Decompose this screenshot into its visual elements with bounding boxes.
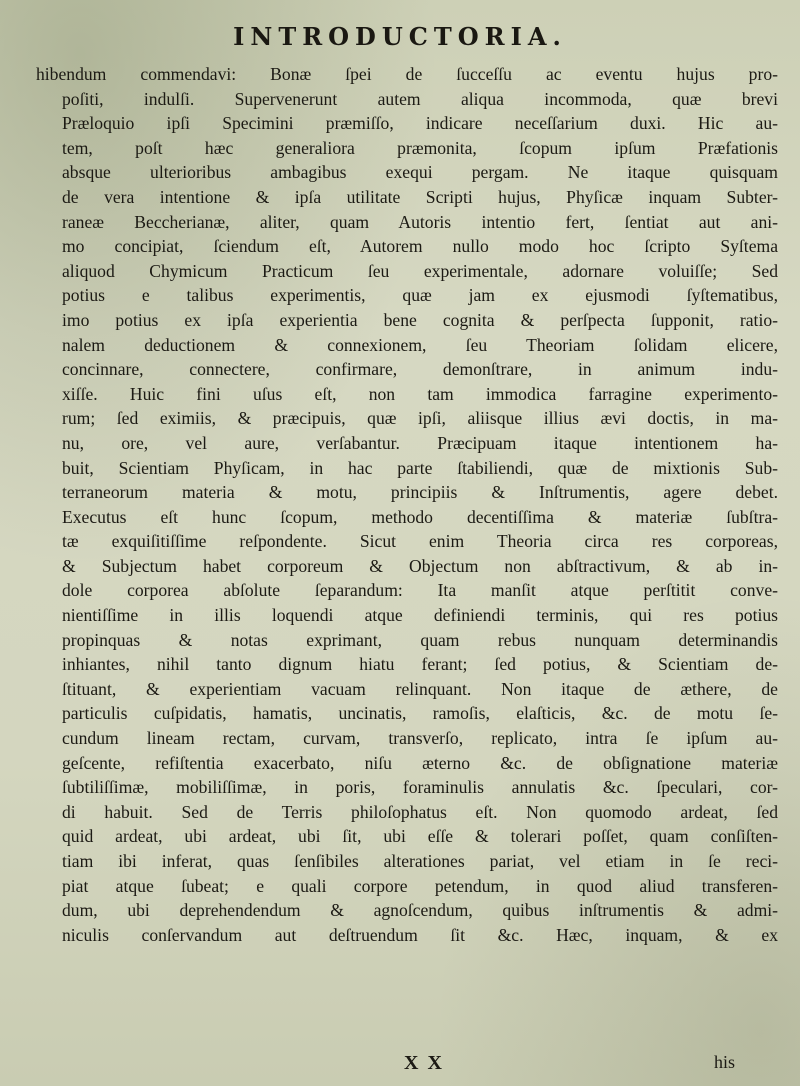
- text-line: nu, ore, vel aure, verſabantur. Præcipuam itaque intentionem ha-: [62, 432, 778, 453]
- text-line: potius e talibus experimentis, quæ jam ex ejusmodi ſyſtematibus,: [62, 285, 778, 306]
- text-line: poſiti, indulſi. Supervenerunt autem aliqua incommoda, quæ brevi: [62, 88, 778, 109]
- text-line: nientiſſime in illis loquendi atque definiendi terminis, qui res potius: [62, 605, 778, 626]
- text-line: de vera intentione & ipſa utilitate Scripti hujus, Phyſicæ inquam Subter-: [62, 186, 778, 207]
- text-line: niculis conſervandum aut deſtruendum ſit &c. Hæc, inquam, & ex: [62, 924, 778, 945]
- text-line: aliquod Chymicum Practicum ſeu experimentale, adornare voluiſſe; Sed: [62, 260, 778, 281]
- body-text: [28, 62, 778, 947]
- text-line: inhiantes, nihil tanto dignum hiatu ferant; ſed potius, & Scientiam de-: [62, 654, 778, 675]
- text-line: ſubtiliſſimæ, mobiliſſimæ, in poris, foraminulis annulatis &c. ſpeculari, cor-: [62, 777, 778, 798]
- text-line: dum, ubi deprehendendum & agnoſcendum, quibus inſtrumentis & admi-: [62, 900, 778, 921]
- text-line: tiam ibi inferat, quas ſenſibiles alterationes pariat, vel etiam in ſe reci-: [62, 851, 778, 871]
- text-line: particulis cuſpidatis, hamatis, uncinatis, ramoſis, elaſticis, &c. de motu ſe-: [62, 703, 778, 724]
- text-line: nalem deductionem & connexionem, ſeu Theoriam ſolidam elicere,: [62, 334, 778, 355]
- text-line: piat atque ſubeat; e quali corpore petendum, in quod aliud transferen-: [62, 875, 778, 896]
- text-line: dole corporea abſolute ſeparandum: Ita manſit atque perſtitit conve-: [62, 580, 778, 601]
- text-line: propinquas & notas exprimant, quam rebus nunquam determinandis: [62, 629, 778, 650]
- text-line: tem, poſt hæc generaliora præmonita, ſcopum ipſum Præfationis: [62, 137, 778, 158]
- signature-mark: X X: [404, 1052, 444, 1074]
- text-line: geſcente, refiſtentia exacerbato, niſu æterno &c. de obſignatione materiæ: [62, 752, 778, 773]
- text-line: mo concipiat, ſciendum eſt, Autorem nullo modo hoc ſcripto Syſtema: [62, 236, 778, 257]
- text-line: Præloquio ipſi Specimini præmiſſo, indicare neceſſarium duxi. Hic au-: [62, 113, 778, 134]
- text-line: xiſſe. Huic fini uſus eſt, non tam immodica farragine experimento-: [62, 383, 778, 404]
- catchword: his: [714, 1052, 736, 1072]
- text-line: & Subjectum habet corporeum & Objectum non abſtractivum, & ab in-: [62, 555, 778, 576]
- text-line: raneæ Beccherianæ, aliter, quam Autoris intentio fert, ſentiat aut ani-: [62, 211, 778, 232]
- text-line: concinnare, connectere, confirmare, demonſtrare, in animum indu-: [62, 359, 778, 380]
- page-title: INTRODUCTORIA.: [233, 22, 567, 51]
- text-line: ſtituant, & experientiam vacuam relinquant. Non itaque de æthere, de: [62, 678, 778, 699]
- text-line: quid ardeat, ubi ardeat, ubi ſit, ubi eſſe & tolerari poſſet, quam conſiſten-: [62, 826, 778, 847]
- text-line: Executus eſt hunc ſcopum, methodo decentiſſima & materiæ ſubſtra-: [62, 506, 778, 527]
- text-line: imo potius ex ipſa experientia bene cognita & perſpecta ſupponit, ratio-: [62, 309, 778, 330]
- text-line: hibendum commendavi: Bonæ ſpei de ſucceſſu ac eventu hujus pro-: [36, 64, 778, 84]
- text-line: terraneorum materia & motu, principiis & Inſtrumentis, agere debet.: [62, 482, 778, 503]
- text-line: absque ulterioribus ambagibus exequi pergam. Ne itaque quisquam: [62, 162, 778, 183]
- text-line: tæ exquiſitiſſime reſpondente. Sicut enim Theoria circa res corporeas,: [62, 531, 778, 552]
- text-line: rum; ſed eximiis, & præcipuis, quæ ipſi, aliisque illius ævi doctis, in ma-: [62, 408, 778, 429]
- page-footer: [0, 1052, 800, 1080]
- text-line: buit, Scientiam Phyſicam, in hac parte ſtabiliendi, quæ de mixtionis Sub-: [62, 457, 778, 478]
- text-line: di habuit. Sed de Terris philoſophatus eſt. Non quomodo ardeat, ſed: [62, 801, 778, 822]
- text-line: cundum lineam rectam, curvam, transverſo, replicato, intra ſe ipſum au-: [62, 728, 778, 749]
